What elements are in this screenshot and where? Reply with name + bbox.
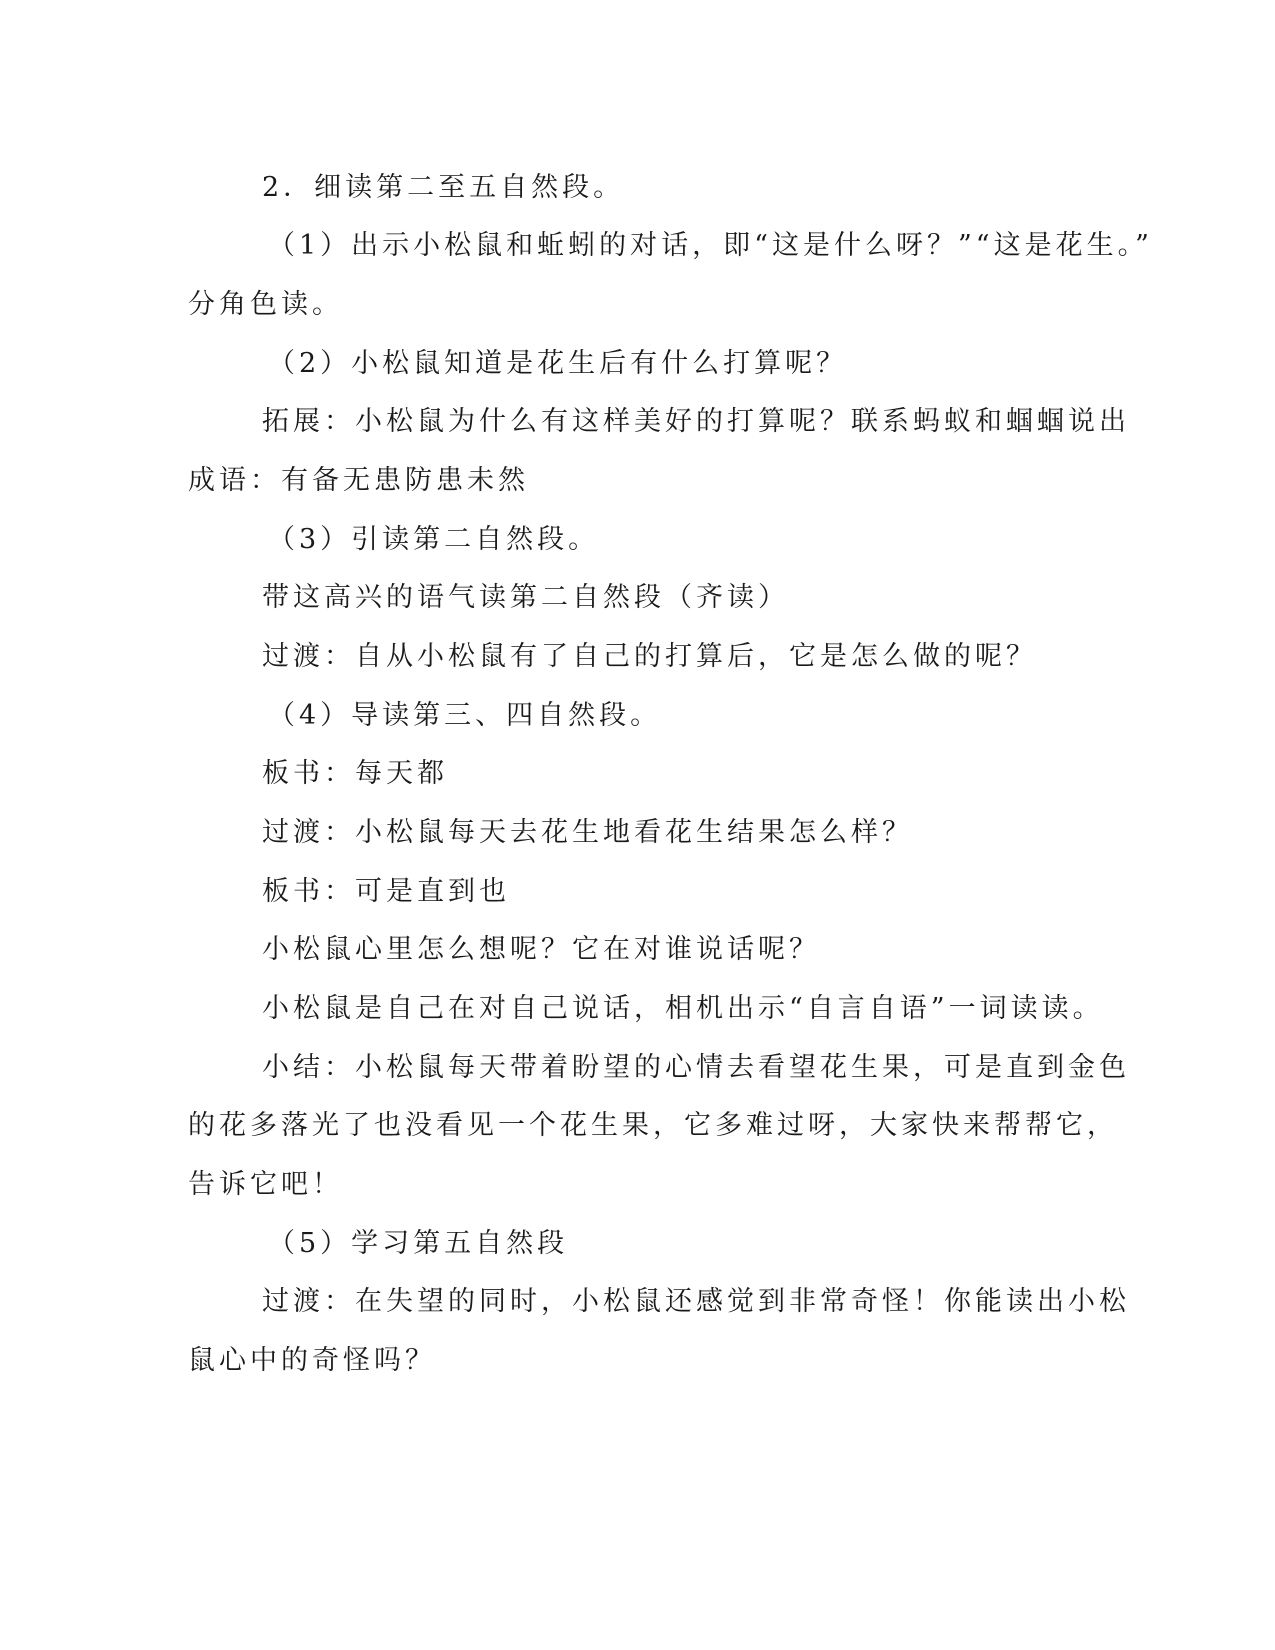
paragraph-line: 鼠心中的奇怪吗？ bbox=[188, 1345, 436, 1376]
paragraph-line: 成语：有备无患防患未然 bbox=[188, 465, 529, 496]
paragraph-line: 小结：小松鼠每天带着盼望的心情去看望花生果，可是直到金色 bbox=[262, 1052, 1130, 1083]
paragraph-line: 过渡：自从小松鼠有了自己的打算后，它是怎么做的呢？ bbox=[262, 641, 1037, 672]
paragraph-line: 的花多落光了也没看见一个花生果，它多难过呀，大家快来帮帮它， bbox=[188, 1110, 1118, 1141]
paragraph-line: （5）学习第五自然段 bbox=[268, 1228, 569, 1259]
paragraph-line: 小松鼠心里怎么想呢？它在对谁说话呢？ bbox=[262, 934, 820, 965]
section-heading: 2．细读第二至五自然段。 bbox=[262, 172, 625, 203]
paragraph-line: 过渡：小松鼠每天去花生地看花生结果怎么样？ bbox=[262, 817, 913, 848]
paragraph-line: 过渡：在失望的同时，小松鼠还感觉到非常奇怪！你能读出小松 bbox=[262, 1286, 1130, 1317]
paragraph-line: 告诉它吧！ bbox=[188, 1169, 343, 1200]
paragraph-line: 拓展：小松鼠为什么有这样美好的打算呢？联系蚂蚁和蝈蝈说出 bbox=[262, 406, 1130, 437]
paragraph-line: （4）导读第三、四自然段。 bbox=[268, 700, 662, 731]
paragraph-line: 带这高兴的语气读第二自然段（齐读） bbox=[262, 582, 789, 613]
paragraph-line: （3）引读第二自然段。 bbox=[268, 524, 600, 555]
paragraph-line: （2）小松鼠知道是花生后有什么打算呢？ bbox=[268, 348, 848, 379]
paragraph-line: 小松鼠是自己在对自己说话，相机出示“自言自语”一词读读。 bbox=[262, 993, 1104, 1024]
paragraph-line: 板书：每天都 bbox=[262, 758, 448, 789]
paragraph-line: 板书：可是直到也 bbox=[262, 876, 510, 907]
paragraph-line: 分角色读。 bbox=[188, 289, 343, 320]
paragraph-line: （1）出示小松鼠和蚯蚓的对话，即“这是什么呀？”“这是花生。” bbox=[268, 230, 1153, 261]
